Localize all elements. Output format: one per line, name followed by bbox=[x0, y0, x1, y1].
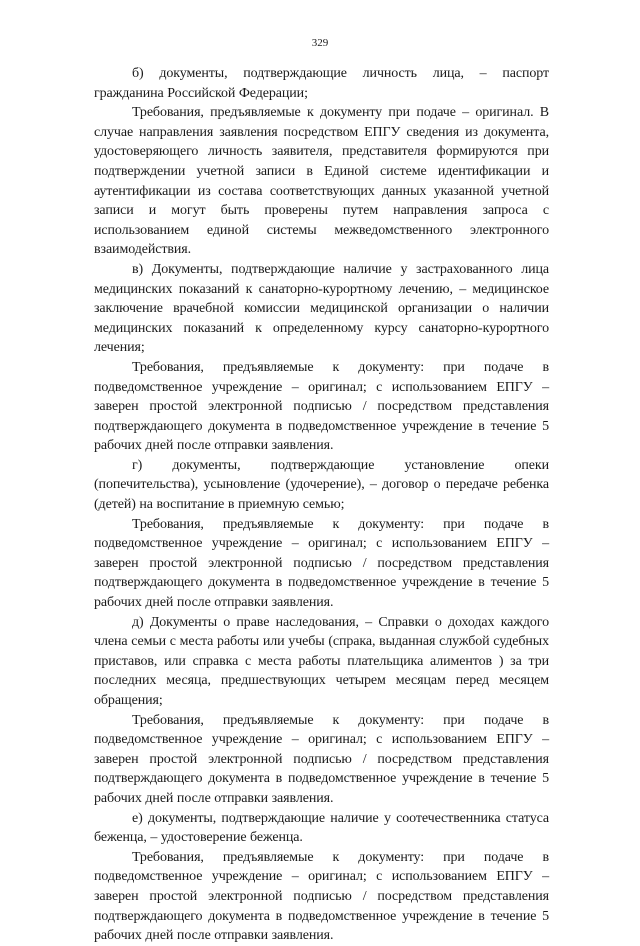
paragraph-documents-inheritance: д) Документы о праве наследования, – Справки о доходах каждого члена семьи с места работы или учебы (спрака, выданная службой судебных приставов, или справка с места работы плательщика алиментов ) за три последних месяца, предшествующих четырем месяцам перед месяцем обращения; bbox=[94, 614, 549, 708]
paragraph-documents-refugee: е) документы, подтверждающие наличие у соотечественника статуса беженца, – удостоверение беженца. bbox=[94, 810, 549, 846]
paragraph-requirements-identity: Требования, предъявляемые к документу при подаче – оригинал. В случае направления заявления посредством ЕПГУ сведения из документа, удостоверяющего личность заявителя, представителя формируются при подтверждении учетной записи в Единой системе идентификации и аутентификации из состава соответствующих данных указанной учетной записи и могут быть проверены путем направления запроса с использованием единой системы межведомственного электронного взаимодействия. bbox=[94, 105, 549, 258]
paragraph-requirements-guardianship: Требования, предъявляемые к документу: при подаче в подведомственное учреждение – оригинал; с использованием ЕПГУ – заверен простой электронной подписью / посредством представления подтверждающего документа в подведомственное учреждение в течение 5 рабочих дней после отправки заявления. bbox=[94, 516, 549, 611]
page-number: 329 bbox=[311, 37, 329, 49]
document-body bbox=[94, 64, 549, 946]
paragraph-requirements-refugee: Требования, предъявляемые к документу: при подаче в подведомственное учреждение – оригинал; с использованием ЕПГУ – заверен простой электронной подписью / посредством представления подтверждающего документа в подведомственное учреждение в течение 5 рабочих дней после отправки заявления. bbox=[94, 849, 549, 944]
paragraph-documents-guardianship: г) документы, подтверждающие установление опеки (попечительства), усыновление (удочерение), – договор о передаче ребенка (детей) на воспитание в приемную семью; bbox=[94, 457, 549, 513]
paragraph-requirements-medical: Требования, предъявляемые к документу: при подаче в подведомственное учреждение – оригинал; с использованием ЕПГУ – заверен простой электронной подписью / посредством представления подтверждающего документа в подведомственное учреждение в течение 5 рабочих дней после отправки заявления. bbox=[94, 359, 549, 454]
paragraph-documents-identity: б) документы, подтверждающие личность лица, – паспорт гражданина Российской Федерации; bbox=[94, 66, 549, 101]
paragraph-requirements-inheritance: Требования, предъявляемые к документу: при подаче в подведомственное учреждение – оригинал; с использованием ЕПГУ – заверен простой электронной подписью / посредством представления подтверждающего документа в подведомственное учреждение в течение 5 рабочих дней после отправки заявления. bbox=[94, 712, 549, 806]
paragraph-documents-medical: в) Документы, подтверждающие наличие у застрахованного лица медицинских показаний к санаторно-курортному лечению, – медицинское заключение врачебной комиссии медицинской организации о наличии медицинских показаний к определенному курсу санаторно-курортного лечения; bbox=[94, 261, 549, 356]
